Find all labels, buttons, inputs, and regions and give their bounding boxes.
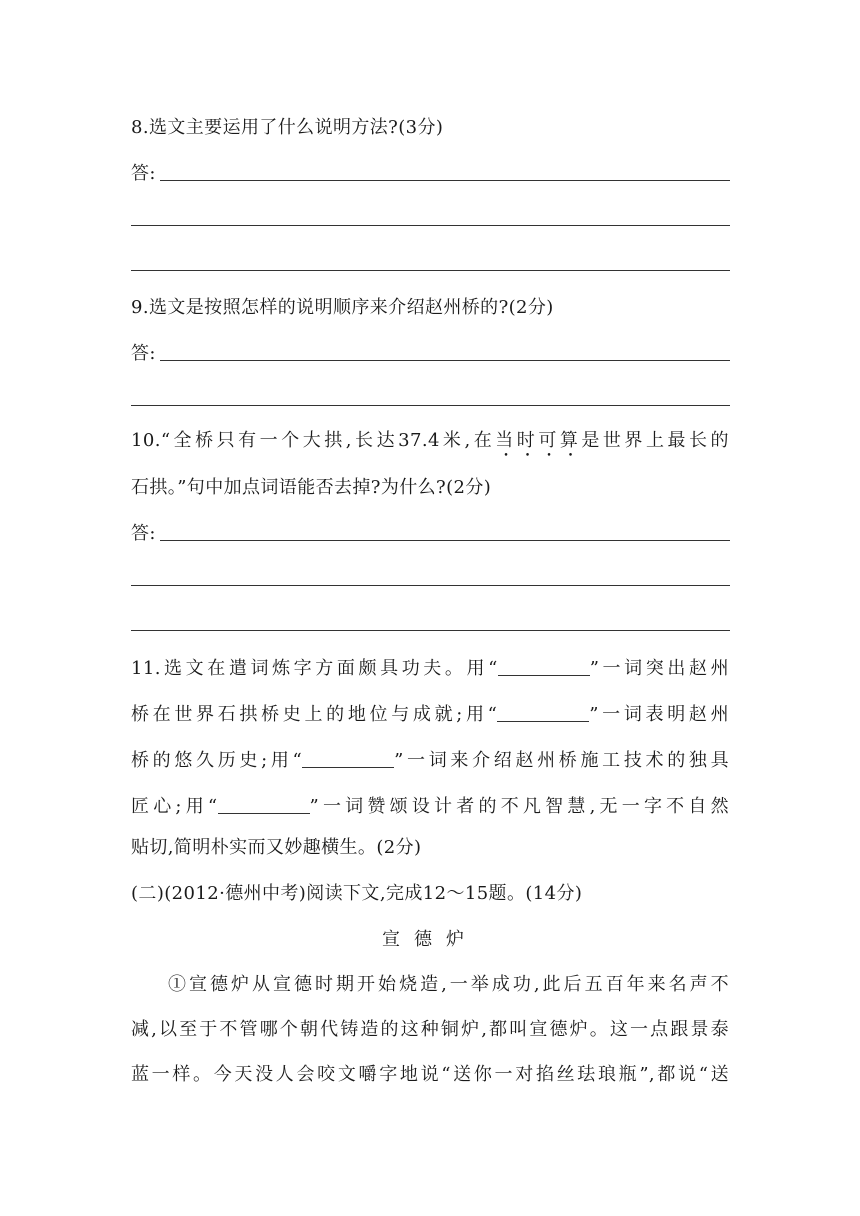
paragraph-line: 减,以至于不管哪个朝代铸造的这种铜炉,都叫宣德炉。这一点跟景泰 xyxy=(131,1019,729,1040)
answer-line[interactable] xyxy=(160,540,730,541)
answer-line[interactable] xyxy=(131,270,730,271)
question-10-line-2: 石拱。”句中加点词语能否去掉?为什么?(2分) xyxy=(131,477,492,498)
fill-blank[interactable] xyxy=(498,657,590,676)
question-10-text: 是世界上最长的 xyxy=(581,430,729,451)
answer-line[interactable] xyxy=(131,630,730,631)
fill-blank[interactable] xyxy=(218,795,310,814)
paragraph-line: ①宣德炉从宣德时期开始烧造,一举成功,此后五百年来名声不 xyxy=(168,974,729,995)
question-11-text: ”一词来介绍赵州桥施工技术的独具 xyxy=(394,750,729,771)
article-title: 宣德炉 xyxy=(382,929,478,950)
question-10-line-1 xyxy=(131,430,729,461)
question-11-line-3 xyxy=(131,749,729,772)
question-11-text: 匠心;用“ xyxy=(131,796,218,817)
answer-line[interactable] xyxy=(160,180,730,181)
answer-line[interactable] xyxy=(160,360,730,361)
answer-label-10: 答: xyxy=(131,523,156,544)
question-11-text: 桥在世界石拱桥史上的地位与成就;用“ xyxy=(131,704,498,725)
question-11-line-5: 贴切,简明朴实而又妙趣横生。(2分) xyxy=(131,837,422,858)
section-heading: (二)(2012·德州中考)阅读下文,完成12～15题。(14分) xyxy=(131,883,583,904)
question-8: 8.选文主要运用了什么说明方法?(3分) xyxy=(131,117,444,138)
question-11-text: 11.选文在遣词炼字方面颇具功夫。用“ xyxy=(131,658,498,679)
fill-blank[interactable] xyxy=(302,749,394,768)
question-9: 9.选文是按照怎样的说明顺序来介绍赵州桥的?(2分) xyxy=(131,297,554,318)
question-11-line-4 xyxy=(131,795,729,818)
question-11-text: ”一词赞颂设计者的不凡智慧,无一字不自然 xyxy=(309,796,729,817)
paragraph-line: 蓝一样。今天没人会咬文嚼字地说“送你一对掐丝珐琅瓶”,都说“送 xyxy=(131,1064,729,1085)
answer-line[interactable] xyxy=(131,225,730,226)
question-11-text: 桥的悠久历史;用“ xyxy=(131,750,303,771)
question-11-text: ”一词表明赵州 xyxy=(589,704,729,725)
question-10-text: 10.“全桥只有一个大拱,长达37.4米,在 xyxy=(131,430,496,451)
dotted-word: 可算 xyxy=(538,430,582,451)
question-11-text: ”一词突出赵州 xyxy=(589,658,729,679)
question-11-line-2 xyxy=(131,703,729,726)
question-11-line-1 xyxy=(131,657,729,680)
answer-label-9: 答: xyxy=(131,343,156,364)
answer-label-8: 答: xyxy=(131,163,156,184)
dotted-word: 当时 xyxy=(495,430,539,451)
answer-line[interactable] xyxy=(131,585,730,586)
answer-line[interactable] xyxy=(131,405,730,406)
fill-blank[interactable] xyxy=(497,703,589,722)
